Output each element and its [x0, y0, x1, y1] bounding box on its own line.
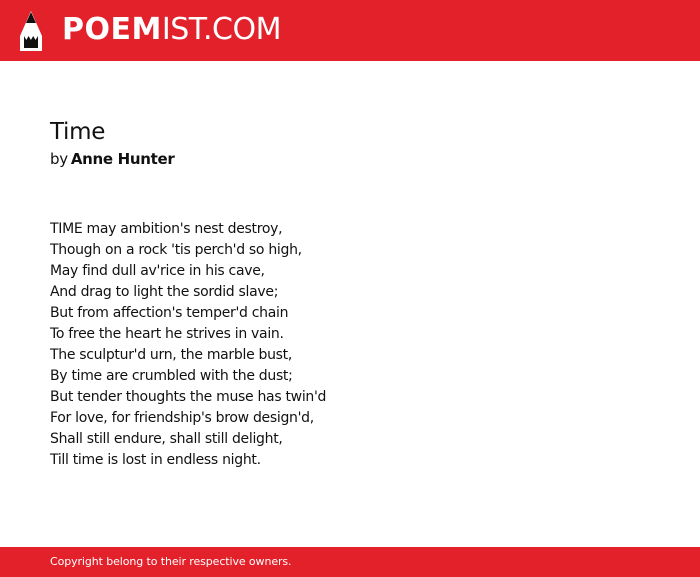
site-name-link[interactable]: [62, 12, 281, 48]
poem-body: [50, 219, 326, 471]
poem-line: May find dull av'rice in his cave,: [50, 263, 265, 279]
poem-byline: [50, 149, 175, 169]
poem-line: By time are crumbled with the dust;: [50, 368, 293, 384]
poem-line: But tender thoughts the muse has twin'd: [50, 389, 327, 405]
poem-line: Shall still endure, shall still delight,: [50, 431, 283, 447]
poem-title: Time: [50, 119, 106, 145]
poem-line: To free the heart he strives in vain.: [50, 326, 284, 342]
copyright-text: Copyright belong to their respective owners.: [50, 555, 292, 568]
author-link[interactable]: Anne Hunter: [70, 150, 175, 168]
poem-line: Till time is lost in endless night.: [50, 452, 261, 468]
by-label: by: [50, 150, 68, 168]
site-footer: [0, 547, 700, 577]
site-name-light: IST.COM: [161, 12, 281, 47]
poem-line: And drag to light the sordid slave;: [50, 284, 279, 300]
poem-line: The sculptur'd urn, the marble bust,: [50, 347, 293, 363]
site-header: [0, 0, 700, 61]
poem-line: TIME may ambition's nest destroy,: [50, 221, 283, 237]
poem-line: For love, for friendship's brow design'd,: [50, 410, 314, 426]
poem-line: But from affection's temper'd chain: [50, 305, 289, 321]
site-name-bold: POEM: [62, 12, 162, 47]
poem-line: Though on a rock 'tis perch'd so high,: [50, 242, 302, 258]
pencil-tip-icon[interactable]: [18, 10, 44, 51]
